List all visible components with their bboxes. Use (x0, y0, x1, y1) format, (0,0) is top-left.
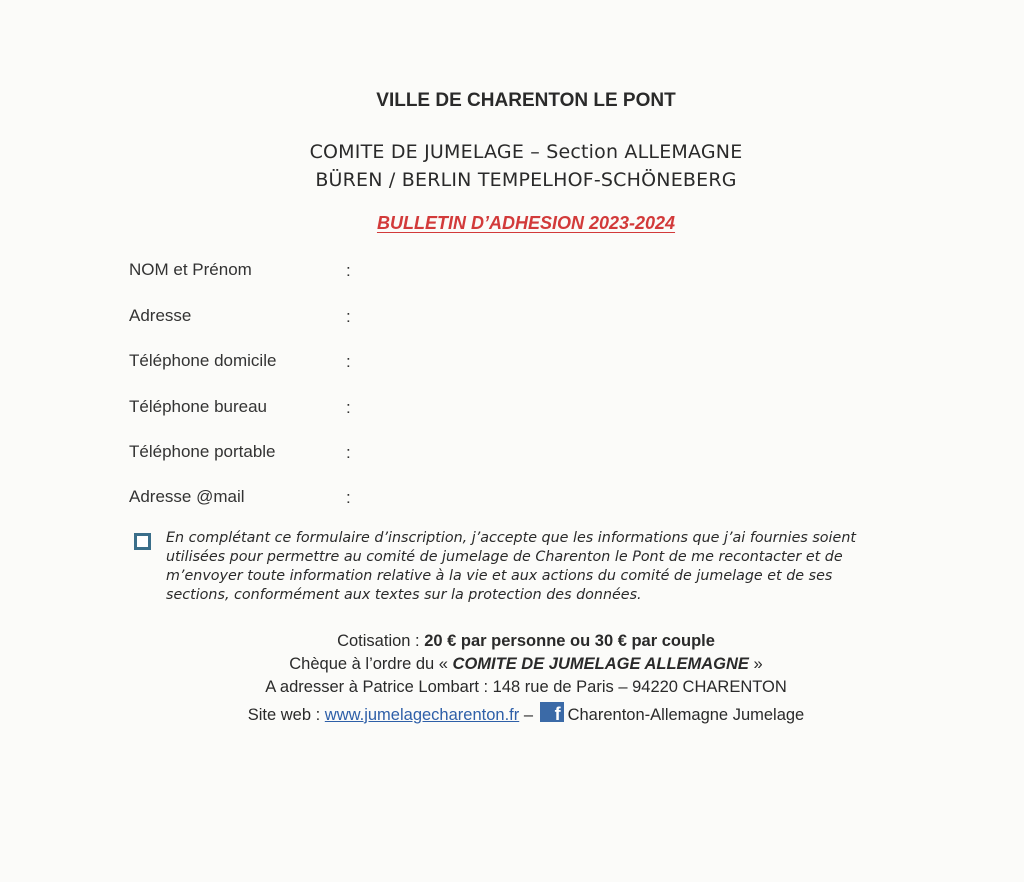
facebook-icon[interactable]: f (540, 702, 564, 722)
cheque-payee: COMITE DE JUMELAGE ALLEMAGNE (452, 655, 749, 673)
work-phone-field-label: Téléphone bureau (129, 397, 268, 416)
cotisation-prefix: Cotisation : (337, 632, 425, 650)
work-phone-field-colon: : (346, 398, 351, 417)
address-field-colon: : (346, 307, 351, 326)
website-link[interactable]: www.jumelagecharenton.fr (324, 706, 520, 724)
email-field-colon: : (346, 488, 351, 507)
committee-title: COMITE DE JUMELAGE – Section ALLEMAGNE (309, 141, 743, 163)
consent-line: utilisées pour permettre au comité de jumelage de Charenton le Pont de me recontacter et de (166, 549, 843, 565)
consent-line: sections, conformément aux textes sur la protection des données. (166, 587, 642, 603)
cheque-prefix: Chèque à l’ordre du « (289, 655, 453, 673)
home-phone-field-label: Téléphone domicile (129, 351, 277, 370)
address-field-label: Adresse (129, 306, 192, 325)
committee-subtitle: BÜREN / BERLIN TEMPELHOF-SCHÖNEBERG (315, 169, 737, 191)
name-field-colon: : (346, 261, 351, 280)
consent-line: m’envoyer toute information relative à la vie et aux actions du comité de jumelage et de ses (166, 568, 833, 584)
mobile-phone-field-label: Téléphone portable (129, 442, 276, 461)
site-prefix: Site web : (247, 706, 325, 724)
consent-text (166, 529, 926, 605)
cheque-suffix: » (748, 655, 763, 673)
postal-address-line: A adresser à Patrice Lombart : 148 rue de Paris – 94220 CHARENTON (265, 678, 787, 696)
home-phone-field-colon: : (346, 352, 351, 371)
cotisation-line (0, 632, 1024, 651)
mobile-phone-field-colon: : (346, 443, 351, 462)
cheque-line (0, 655, 1024, 674)
facebook-page-name: Charenton-Allemagne Jumelage (567, 706, 805, 724)
consent-line: En complétant ce formulaire d’inscription, j’accepte que les informations que j’ai fournies soient (166, 530, 856, 546)
website-line (0, 702, 1024, 725)
bulletin-title: BULLETIN D’ADHESION 2023-2024 (376, 213, 676, 233)
email-field-label: Adresse @mail (129, 487, 245, 506)
site-separator: – (519, 706, 538, 724)
consent-checkbox[interactable] (134, 533, 151, 550)
name-field-label: NOM et Prénom (129, 260, 252, 279)
city-title: VILLE DE CHARENTON LE PONT (376, 90, 676, 111)
cotisation-amount: 20 € par personne ou 30 € par couple (424, 632, 715, 650)
